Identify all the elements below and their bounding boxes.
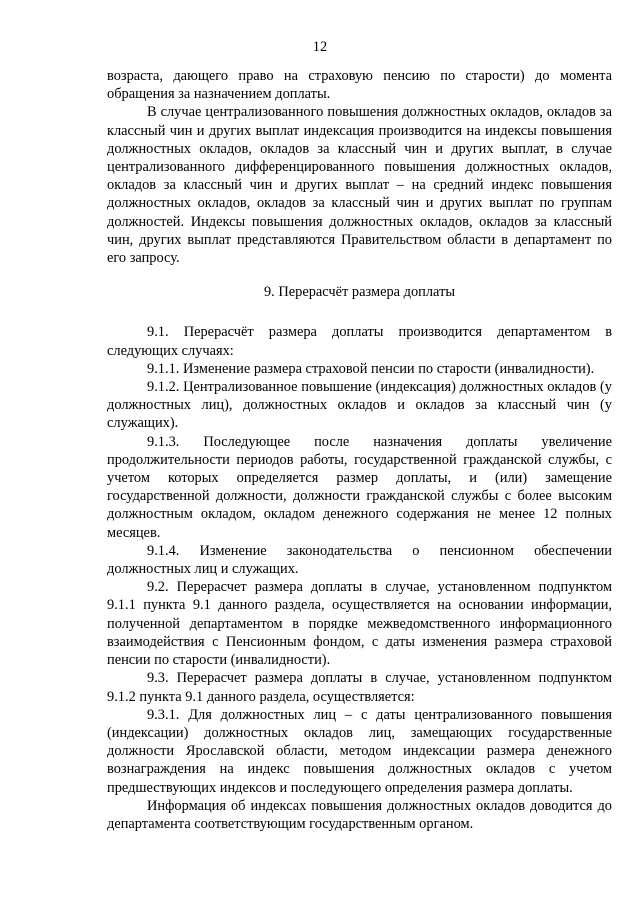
paragraph: Информация об индексах повышения должностных окладов доводится до департамента соответствующим государственным органом. [107, 797, 612, 832]
clause-9-3: 9.3. Перерасчет размера доплаты в случае, установленном подпунктом 9.1.2 пункта 9.1 данного раздела, осуществляется: [107, 670, 612, 705]
clause-9-1-2: 9.1.2. Централизованное повышение (индексация) должностных окладов (у должностных лиц), должностных окладов и окладов за классный чин (у служащих). [107, 379, 612, 432]
paragraph: В случае централизованного повышения должностных окладов, окладов за классный чин и других выплат индексация производится на индексы повышения должностных окладов, окладов за классный чин и других выплат, в случае централизованного дифференцированного повышения должностных окладов, окладов за классный чин и других выплат – на средний индекс повышения должностных окладов, окладов за классный чин и других выплат по группам должностей. Индексы повышения должностных окладов, окладов за классный чин, других выплат представляются Правительством области в департамент по его запросу. [107, 104, 612, 267]
clause-9-1: 9.1. Перерасчёт размера доплаты производится департаментом в следующих случаях: [107, 324, 612, 359]
clause-9-3-1: 9.3.1. Для должностных лиц – с даты централизованного повышения (индексации) должностных окладов лиц, замещающих государственные должности Ярославской области, методом индексации размера денежного вознаграждения на индекс повышения должностных окладов с учетом предшествующих индексов и последующего определения размера доплаты. [107, 706, 612, 796]
clause-9-2: 9.2. Перерасчет размера доплаты в случае, установленном подпунктом 9.1.1 пункта 9.1 данного раздела, осуществляется на основании информации, полученной департаментом в порядке межведомственного информационного взаимодействия с Пенсионным фондом, с даты изменения размера страховой пенсии по старости (инвалидности). [107, 579, 612, 669]
page-number: 12 [312, 39, 328, 55]
clause-9-1-3: 9.1.3. Последующее после назначения доплаты увеличение продолжительности периодов работы, государственной гражданской службы, с учетом которых определяется размер доплаты, и (или) замещение государственной должности, должности гражданской службы с более высоким должностным окладом, окладом денежного содержания не менее 12 полных месяцев. [107, 433, 612, 541]
clause-9-1-4: 9.1.4. Изменение законодательства о пенсионном обеспечении должностных лиц и служащих. [107, 542, 612, 578]
paragraph: возраста, дающего право на страховую пенсию по старости) до момента обращения за назначением доплаты. [107, 68, 612, 103]
section-heading: 9. Перерасчёт размера доплаты [263, 284, 456, 301]
clause-9-1-1: 9.1.1. Изменение размера страховой пенсии по старости (инвалидности). [147, 360, 595, 377]
document-body [107, 67, 612, 833]
